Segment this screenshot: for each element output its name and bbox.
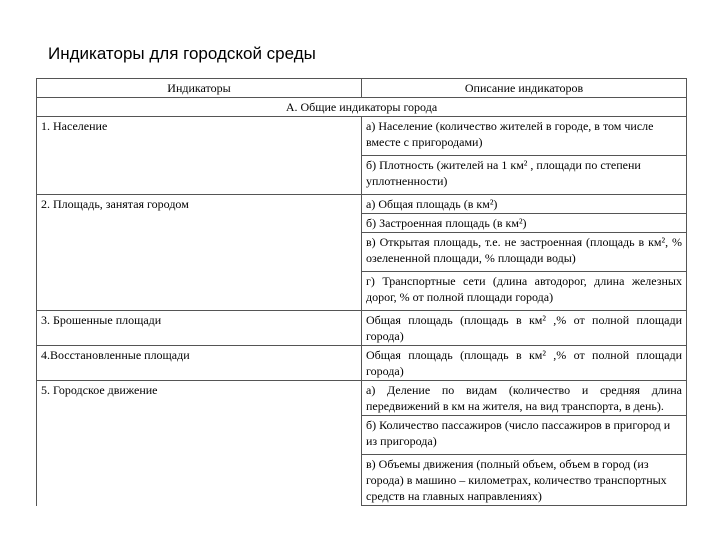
section-a-heading: А. Общие индикаторы города: [37, 98, 687, 117]
header-indicators: Индикаторы: [37, 79, 362, 98]
description-area-c: в) Открытая площадь, т.е. не застроенная (площадь в км², % озелененной площади, % площади воды): [362, 233, 687, 272]
indicator-empty-cell: [37, 214, 362, 233]
description-area-a: а) Общая площадь (в км²): [362, 195, 687, 214]
indicator-restored: 4.Восстановленные площади: [37, 346, 362, 381]
header-description: Описание индикаторов: [362, 79, 687, 98]
table-row: [37, 416, 687, 455]
table-header-row: [37, 79, 687, 98]
table-row: [37, 272, 687, 311]
indicators-table: [36, 78, 687, 506]
table-row: [37, 117, 687, 156]
indicator-empty-cell: [37, 233, 362, 272]
table-row: [37, 455, 687, 506]
indicator-empty-cell: [37, 455, 362, 506]
indicator-population: 1. Население: [37, 117, 362, 156]
indicator-traffic: 5. Городское движение: [37, 381, 362, 416]
table-row: [37, 156, 687, 195]
description-population-a: а) Население (количество жителей в городе, в том числе вместе с пригородами): [362, 117, 687, 156]
page-title: Индикаторы для городской среды: [48, 44, 316, 63]
table-row: [37, 346, 687, 381]
description-traffic-c: в) Объемы движения (полный объем, объем в город (из города) в машино – километрах, количество транспортных средств на главных направлениях): [362, 455, 687, 506]
description-traffic-a: а) Деление по видам (количество и средняя длина передвижений в км на жителя, на вид транспорта, в день).: [362, 381, 687, 416]
indicator-empty-cell: [37, 272, 362, 311]
table-row: [37, 381, 687, 416]
table-row: [37, 195, 687, 214]
table-row: [37, 214, 687, 233]
indicator-empty-cell: [37, 156, 362, 195]
description-restored: Общая площадь (площадь в км² ,% от полной площади города): [362, 346, 687, 381]
description-population-b: б) Плотность (жителей на 1 км² , площади по степени уплотненности): [362, 156, 687, 195]
indicator-area: 2. Площадь, занятая городом: [37, 195, 362, 214]
description-area-b: б) Застроенная площадь (в км²): [362, 214, 687, 233]
table-row: [37, 233, 687, 272]
description-abandoned: Общая площадь (площадь в км² ,% от полной площади города): [362, 311, 687, 346]
section-row: [37, 98, 687, 117]
indicator-empty-cell: [37, 416, 362, 455]
table-row: [37, 311, 687, 346]
indicator-abandoned: 3. Брошенные площади: [37, 311, 362, 346]
description-area-d: г) Транспортные сети (длина автодорог, длина железных дорог, % от полной площади города): [362, 272, 687, 311]
description-traffic-b: б) Количество пассажиров (число пассажиров в пригород и из пригорода): [362, 416, 687, 455]
